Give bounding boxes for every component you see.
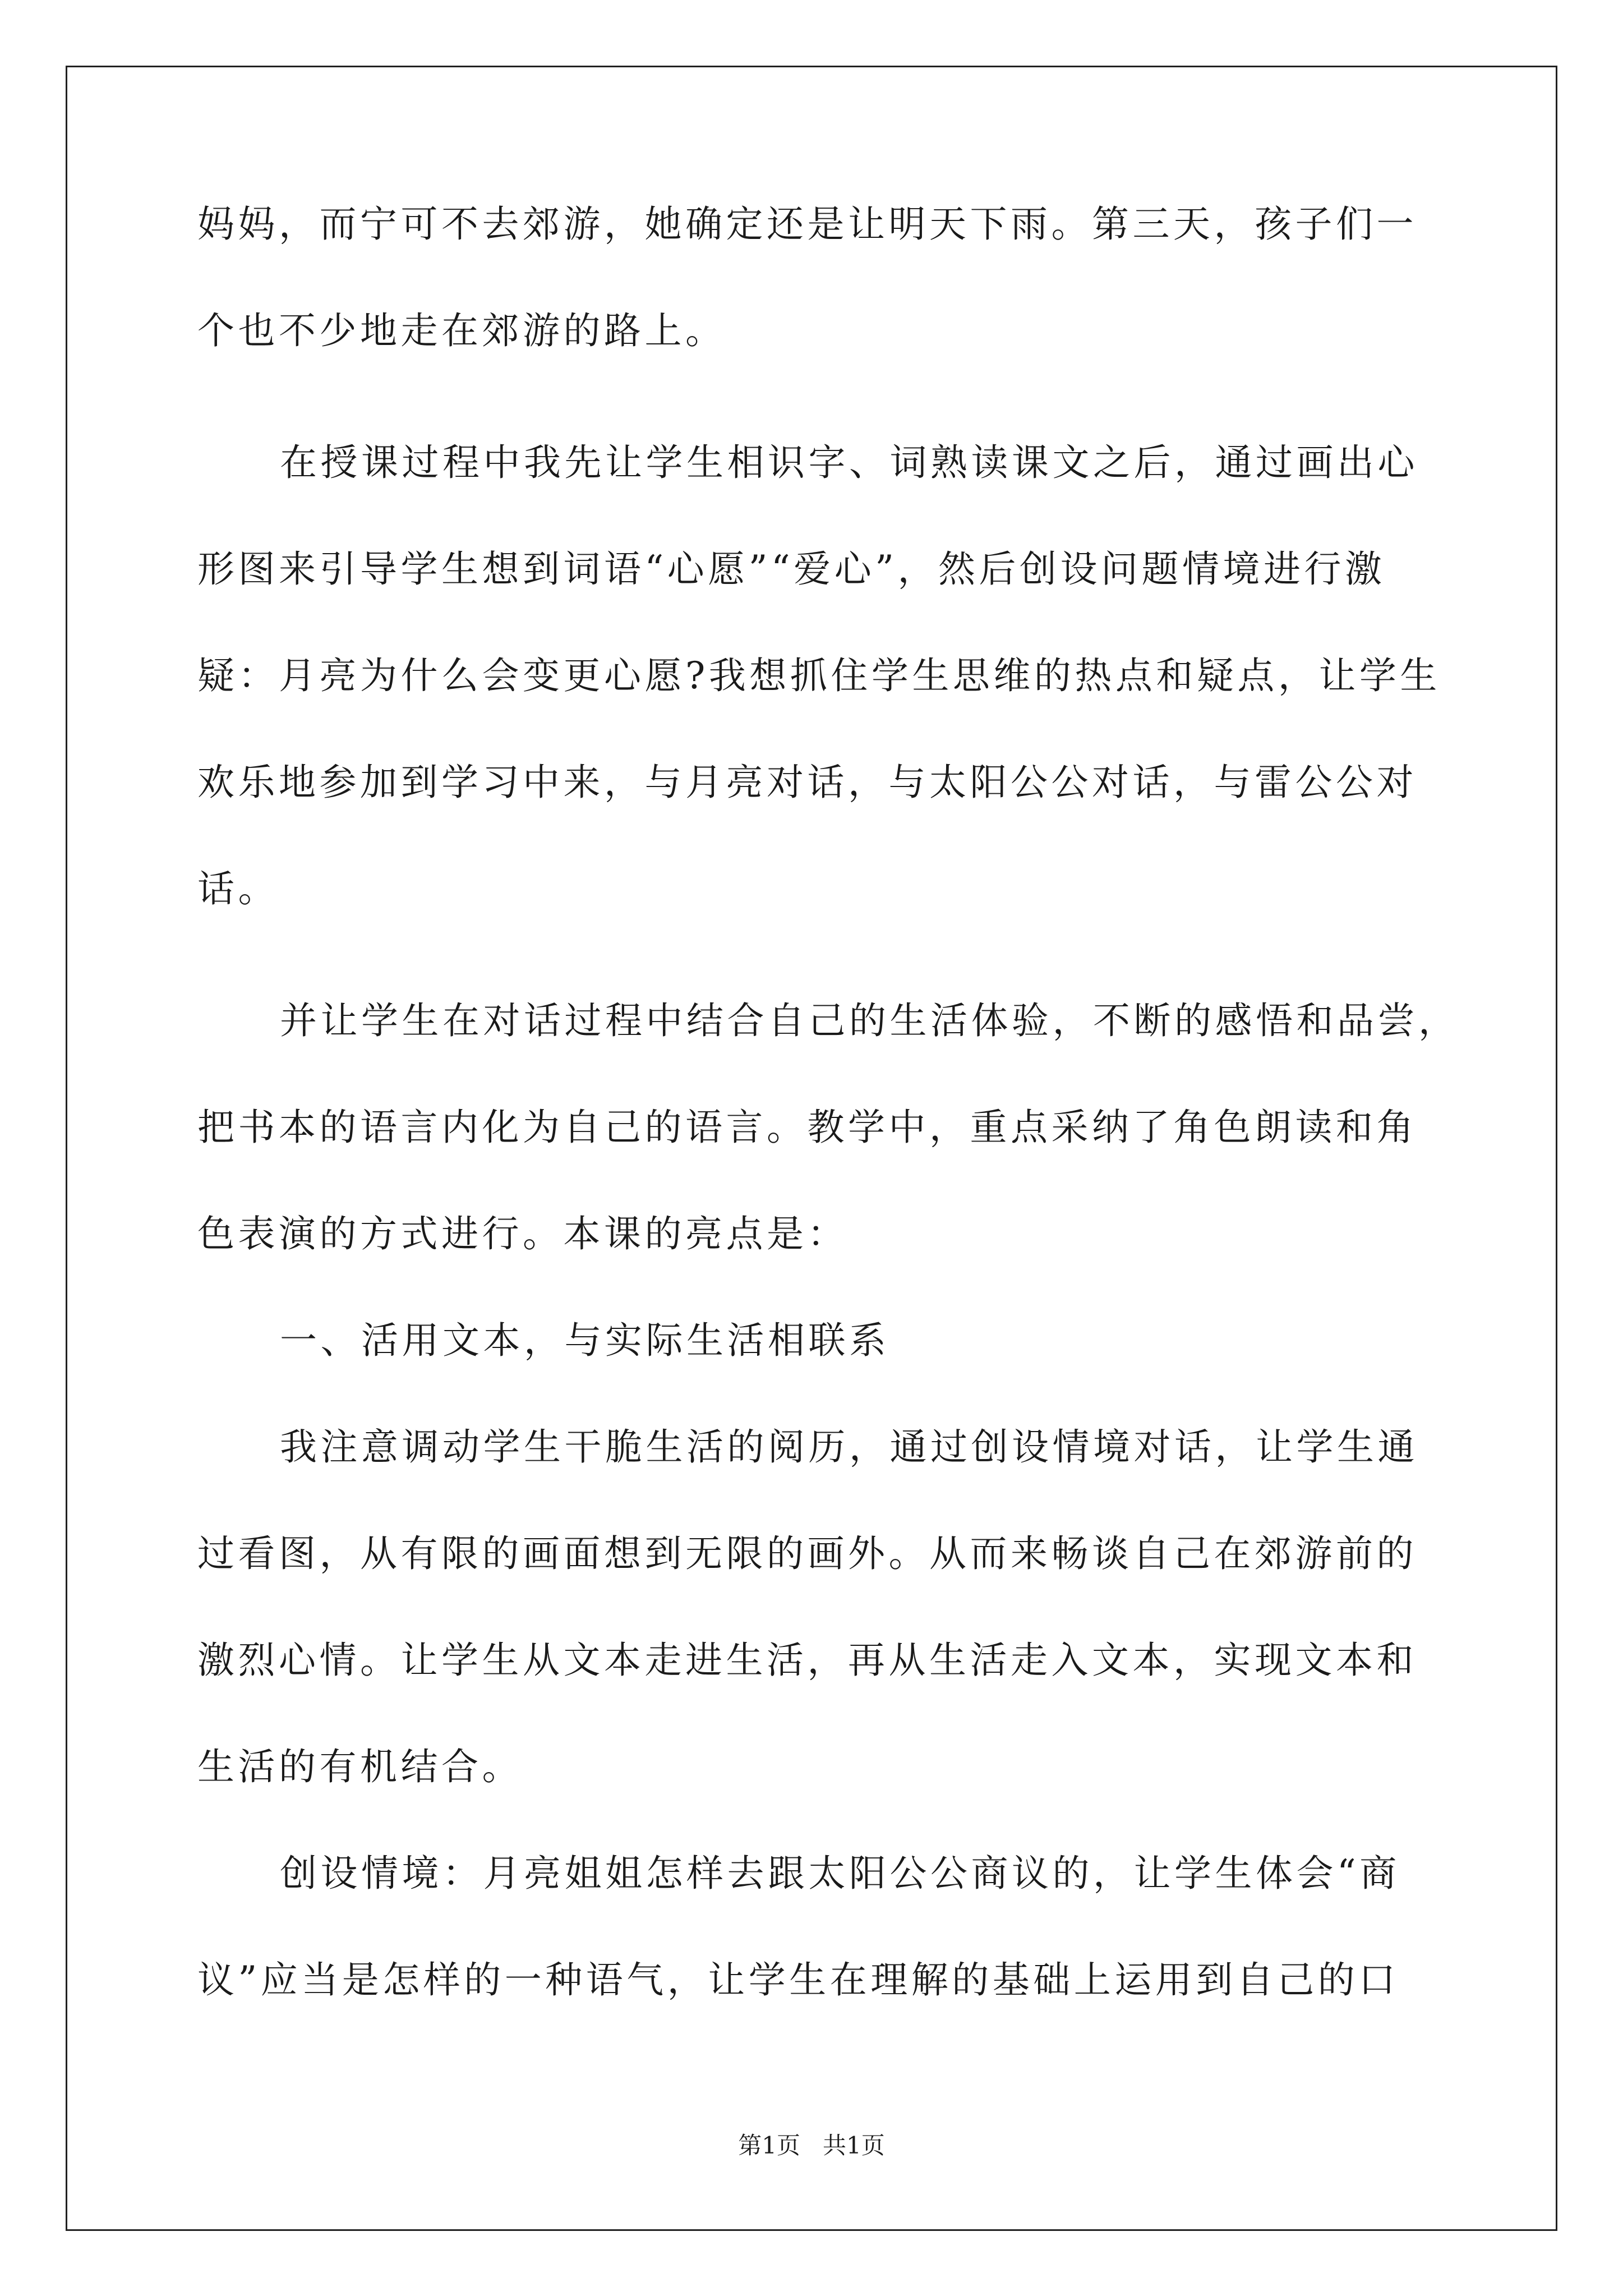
text-line: 话。 xyxy=(197,867,279,910)
text-line: 色表演的方式进行。本课的亮点是： xyxy=(197,1212,848,1255)
page-number-current: 第1页 xyxy=(738,2132,800,2159)
paragraph-first-line: 在授课过程中我先让学生相识字、词熟读课文之后，通过画出心 xyxy=(280,441,1418,484)
paragraph-first-line: 并让学生在对话过程中结合自己的生活体验，不断的感悟和品尝， xyxy=(280,999,1459,1042)
text-line: 激烈心情。让学生从文本走进生活，再从生活走入文本，实现文本和 xyxy=(197,1639,1417,1682)
text-line: 过看图，从有限的画面想到无限的画外。从而来畅谈自己在郊游前的 xyxy=(197,1532,1417,1575)
page-number-total: 共1页 xyxy=(823,2132,885,2159)
section-heading: 一、活用文本，与实际生活相联系 xyxy=(280,1319,890,1362)
paragraph-first-line: 创设情境：月亮姐姐怎样去跟太阳公公商议的，让学生体会“商 xyxy=(280,1852,1400,1895)
text-line: 欢乐地参加到学习中来，与月亮对话，与太阳公公对话，与雷公公对 xyxy=(197,761,1417,804)
text-line: 议”应当是怎样的一种语气，让学生在理解的基础上运用到自己的口 xyxy=(197,1958,1399,2001)
text-line: 形图来引导学生想到词语“心愿”“爱心”，然后创设问题情境进行激 xyxy=(197,547,1386,591)
text-line: 疑：月亮为什么会变更心愿?我想抓住学生思维的热点和疑点，让学生 xyxy=(197,654,1441,697)
paragraph-first-line: 我注意调动学生干脆生活的阅历，通过创设情境对话，让学生通 xyxy=(280,1425,1418,1469)
text-line: 个也不少地走在郊游的路上。 xyxy=(197,309,726,352)
text-line: 把书本的语言内化为自己的语言。教学中，重点采纳了角色朗读和角 xyxy=(197,1106,1417,1149)
text-line: 妈妈，而宁可不去郊游，她确定还是让明天下雨。第三天，孩子们一 xyxy=(197,203,1417,246)
page-footer xyxy=(0,2132,1623,2160)
text-line: 生活的有机结合。 xyxy=(197,1745,523,1788)
